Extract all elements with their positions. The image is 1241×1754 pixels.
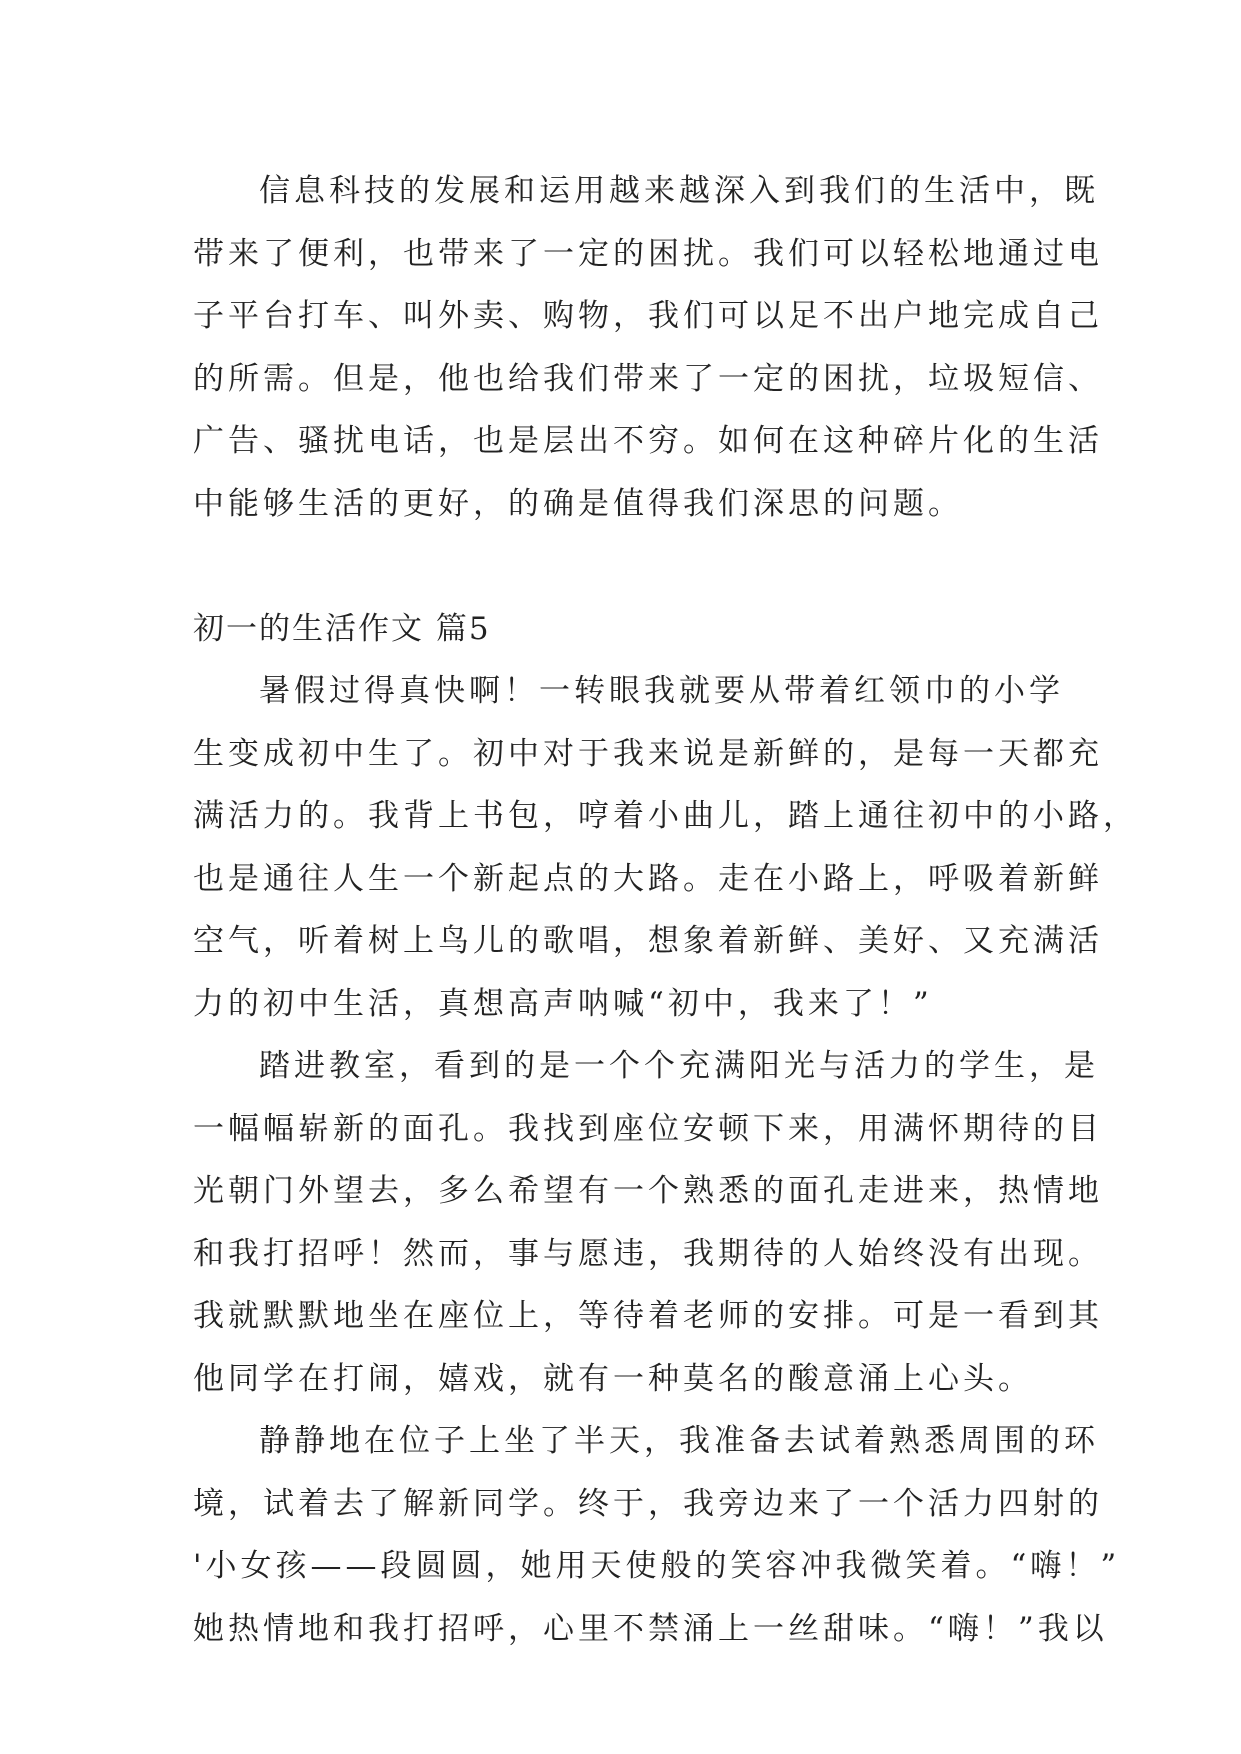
paragraph [193, 1035, 1103, 1410]
paragraph [193, 660, 1138, 1035]
text-line: 子平台打车、叫外卖、购物，我们可以足不出户地完成自己 [193, 298, 1103, 334]
text-line: 中能够生活的更好，的确是值得我们深思的问题。 [193, 485, 963, 522]
text-line: 和我打招呼！然而，事与愿违，我期待的人始终没有出现。 [193, 1235, 1103, 1272]
blank-line [193, 535, 1063, 598]
text-line: 信息科技的发展和运用越来越深入到我们的生活中，既 [259, 173, 1099, 209]
paragraph [193, 1410, 1121, 1660]
text-line: 境，试着去了解新同学。终于，我旁边来了一个活力四射的 [193, 1485, 1103, 1522]
section-heading: 初一的生活作文 篇5 [193, 610, 491, 647]
text-line: 一幅幅崭新的面孔。我找到座位安顿下来，用满怀期待的目 [193, 1110, 1103, 1147]
text-line: 带来了便利，也带来了一定的困扰。我们可以轻松地通过电 [193, 235, 1103, 272]
text-line: 静静地在位子上坐了半天，我准备去试着熟悉周围的环 [259, 1423, 1099, 1459]
text-line: 我就默默地坐在座位上，等待着老师的安排。可是一看到其 [193, 1298, 1103, 1334]
text-line: 生变成初中生了。初中对于我来说是新鲜的，是每一天都充 [193, 735, 1103, 772]
text-line: '小女孩——段圆圆，她用天使般的笑容冲我微笑着。“嗨！” [193, 1548, 1121, 1584]
paragraph [193, 160, 1103, 535]
text-line: 的所需。但是，他也给我们带来了一定的困扰，垃圾短信、 [193, 360, 1103, 397]
text-line: 力的初中生活，真想高声呐喊“初中，我来了！” [193, 985, 933, 1022]
document-body [193, 160, 1138, 1660]
text-line: 暑假过得真快啊！一转眼我就要从带着红领巾的小学 [259, 673, 1064, 709]
text-line: 也是通往人生一个新起点的大路。走在小路上，呼吸着新鲜 [193, 860, 1103, 897]
text-line: 光朝门外望去，多么希望有一个熟悉的面孔走进来，热情地 [193, 1173, 1103, 1209]
text-line: 他同学在打闹，嬉戏，就有一种莫名的酸意涌上心头。 [193, 1360, 1033, 1397]
text-line: 空气，听着树上鸟儿的歌唱，想象着新鲜、美好、又充满活 [193, 923, 1103, 959]
text-line: 踏进教室，看到的是一个个充满阳光与活力的学生，是 [259, 1048, 1099, 1084]
text-line: 广告、骚扰电话，也是层出不穷。如何在这种碎片化的生活 [193, 423, 1103, 459]
text-line: 她热情地和我打招呼，心里不禁涌上一丝甜味。“嗨！”我以 [193, 1610, 1108, 1647]
text-line: 满活力的。我背上书包，哼着小曲儿，踏上通往初中的小路， [193, 798, 1138, 834]
